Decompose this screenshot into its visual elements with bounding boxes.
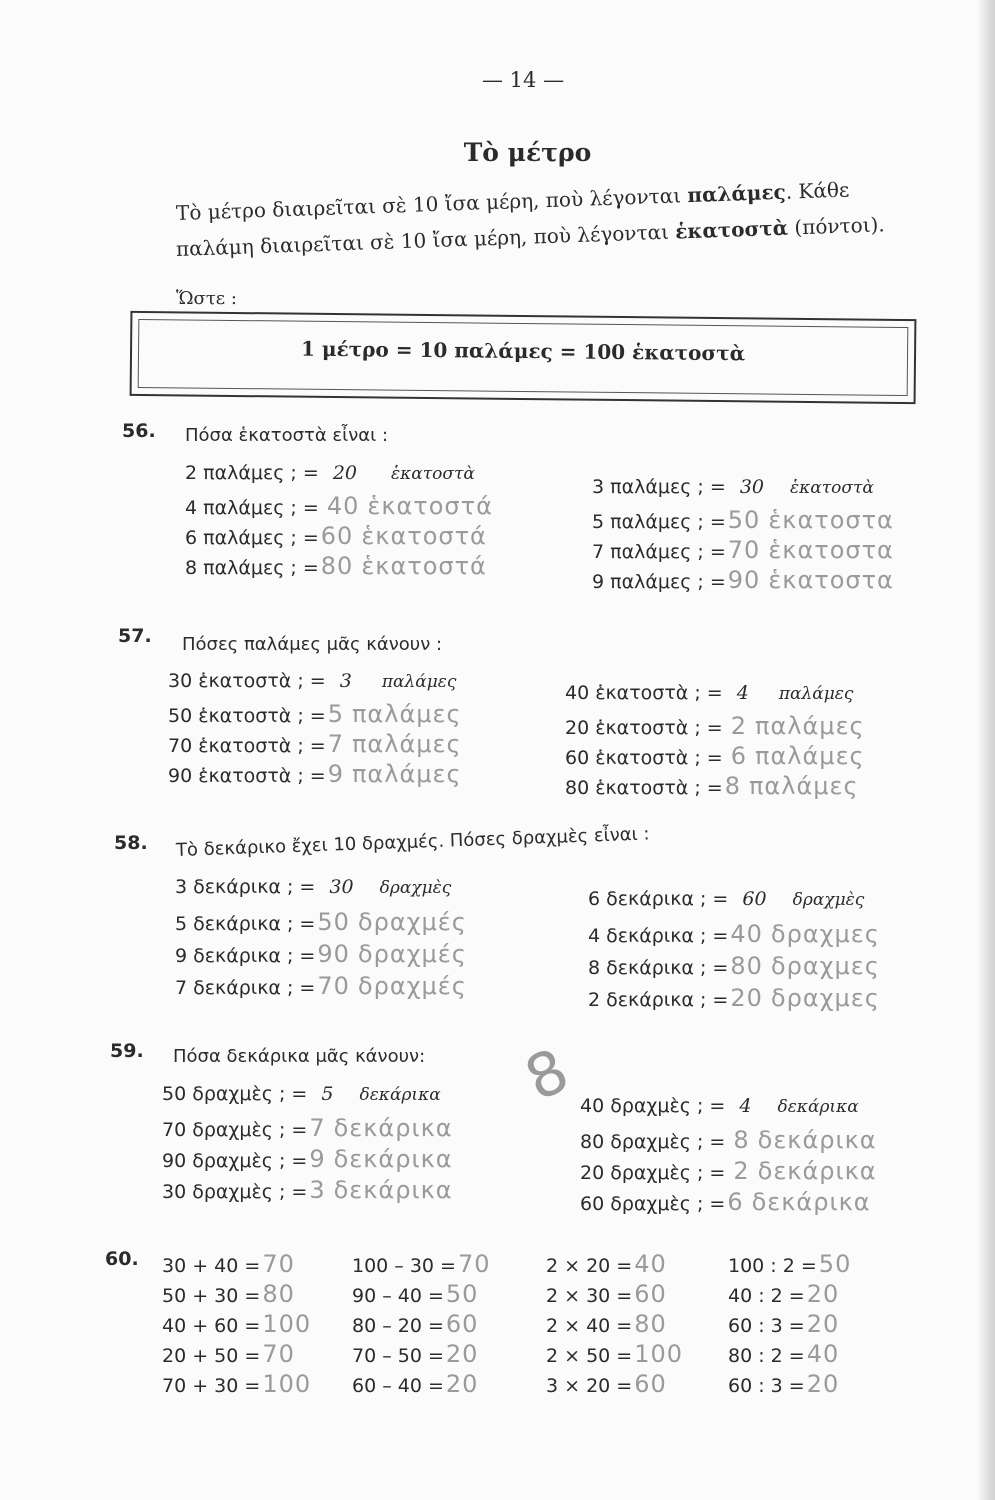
arithmetic-row	[162, 1310, 311, 1338]
handwritten-answer: 8	[724, 772, 741, 800]
exercise-prompt: 30 δραχμὲς ; =	[162, 1181, 308, 1203]
handwritten-answer: 50	[818, 1250, 852, 1278]
intro-text: παλάμη διαιρεῖται σὲ 10 ἴσα μέρη, ποὺ λέγονται	[175, 219, 676, 261]
exercise-row	[588, 984, 880, 1012]
page-edge-shadow	[977, 0, 995, 1500]
exercise-row	[592, 536, 894, 564]
exercise-prompt: 30 ἑκατοστὰ ; =	[168, 670, 332, 692]
handwritten-answer: 80	[730, 952, 763, 980]
exercise-number: 56.	[122, 420, 156, 442]
handwritten-unit: δεκάρικα	[757, 1157, 877, 1185]
arithmetic-prompt: 60 : 3 =	[728, 1315, 805, 1337]
exercise-row	[592, 476, 874, 498]
handwritten-answer: 80	[320, 552, 354, 580]
handwritten-answer: 90	[317, 940, 350, 968]
handwritten-answer: 40	[634, 1250, 667, 1278]
intro-line-3: Ὥστε :	[176, 288, 237, 309]
handwritten-answer: 80	[634, 1310, 667, 1338]
exercise-prompt: 2 δεκάρικα ; =	[588, 989, 729, 1011]
exercise-prompt: 8 δεκάρικα ; =	[588, 957, 729, 979]
example-unit: ἑκατοστὰ	[391, 464, 475, 484]
handwritten-unit: δραχμες	[770, 984, 880, 1012]
exercise-prompt: 20 ἑκατοστὰ ; =	[565, 717, 729, 739]
example-unit: δραχμὲς	[379, 878, 452, 898]
handwritten-answer: 2	[730, 712, 747, 740]
exercise-number: 58.	[114, 832, 148, 854]
handwritten-unit: δραχμές	[357, 972, 467, 1000]
handwritten-unit: ἑκατοστα	[768, 566, 894, 594]
example-answer: 20	[332, 462, 357, 484]
handwritten-answer: 60	[634, 1370, 667, 1398]
example-unit: δραχμὲς	[792, 890, 865, 910]
handwritten-unit: παλάμες	[351, 760, 462, 788]
handwritten-answer: 70	[317, 972, 350, 1000]
exercise-prompt: 3 παλάμες ; =	[592, 476, 732, 498]
handwritten-unit: δεκάρικα	[757, 1126, 877, 1154]
exercise-row	[588, 920, 880, 948]
exercise-prompt: 80 ἑκατοστὰ ; =	[565, 777, 723, 799]
arithmetic-row	[162, 1250, 295, 1278]
handwritten-unit: ἑκατοστά	[361, 552, 487, 580]
arithmetic-row	[352, 1280, 478, 1308]
exercise-prompt: 90 δραχμὲς ; =	[162, 1150, 308, 1172]
arithmetic-row	[546, 1250, 667, 1278]
exercise-row	[565, 682, 853, 704]
handwritten-unit: δεκάρικα	[333, 1114, 453, 1142]
handwritten-answer: 20	[806, 1370, 840, 1398]
handwritten-answer: 100	[262, 1370, 312, 1398]
exercise-row	[175, 972, 467, 1000]
example-unit: παλάμες	[778, 684, 854, 704]
exercise-question: Τὸ δεκάρικο ἔχει 10 δραχμές. Πόσες δραχμὲς εἶναι :	[175, 823, 650, 861]
handwritten-unit: ἑκατοστα	[768, 506, 894, 534]
definition-text: 1 μέτρο = 10 παλάμες = 100 ἑκατοστὰ	[300, 336, 746, 366]
arithmetic-row	[162, 1280, 295, 1308]
example-answer: 30	[739, 476, 764, 498]
exercise-prompt: 50 ἑκατοστὰ ; =	[168, 705, 326, 727]
handwritten-answer: 7	[327, 730, 344, 758]
exercise-prompt: 60 δραχμὲς ; =	[580, 1193, 726, 1215]
exercise-row	[185, 522, 487, 550]
handwritten-answer: 70	[262, 1250, 295, 1278]
handwritten-answer: 100	[262, 1310, 312, 1338]
arithmetic-prompt: 80 – 20 =	[352, 1315, 444, 1337]
exercise-prompt: 50 δραχμὲς ; =	[162, 1083, 314, 1105]
handwritten-answer: 80	[262, 1280, 295, 1308]
handwritten-unit: δεκάρικα	[333, 1176, 453, 1204]
exercise-row	[580, 1126, 877, 1154]
arithmetic-prompt: 40 + 60 =	[162, 1315, 261, 1337]
exercise-prompt: 90 ἑκατοστὰ ; =	[168, 765, 326, 787]
handwritten-answer: 8	[733, 1126, 750, 1154]
arithmetic-row	[546, 1310, 667, 1338]
handwritten-unit: παλάμες	[755, 712, 865, 740]
exercise-row	[588, 888, 864, 910]
arithmetic-row	[162, 1340, 295, 1368]
exercise-row	[175, 940, 467, 968]
example-answer: 60	[742, 888, 767, 910]
page-number: — 14 —	[482, 68, 565, 92]
arithmetic-prompt: 2 × 50 =	[546, 1345, 633, 1367]
arithmetic-row	[728, 1310, 839, 1338]
exercise-prompt: 7 δεκάρικα ; =	[175, 977, 316, 999]
exercise-prompt: 70 δραχμὲς ; =	[162, 1119, 308, 1141]
handwritten-answer: 9	[327, 760, 344, 788]
exercise-prompt: 5 παλάμες ; =	[592, 511, 726, 533]
handwritten-answer: 70	[727, 536, 761, 564]
exercise-row	[185, 462, 475, 484]
example-answer: 30	[329, 876, 354, 898]
exercise-row	[565, 742, 865, 770]
exercise-prompt: 8 παλάμες ; =	[185, 557, 319, 579]
exercise-row	[168, 700, 462, 728]
arithmetic-prompt: 2 × 20 =	[546, 1255, 633, 1277]
handwritten-answer: 70	[457, 1250, 491, 1278]
example-unit: παλάμες	[381, 672, 457, 692]
intro-term-ekatosta: ἑκατοστὰ	[674, 215, 789, 244]
exercise-row	[162, 1083, 441, 1105]
exercise-row	[592, 566, 894, 594]
handwritten-answer: 2	[733, 1157, 750, 1185]
intro-text: . Κάθε	[785, 177, 850, 204]
arithmetic-row	[162, 1370, 311, 1398]
exercise-row	[175, 876, 451, 898]
handwritten-answer: 5	[327, 700, 344, 728]
handwritten-answer: 50	[445, 1280, 479, 1308]
arithmetic-row	[546, 1340, 683, 1368]
handwritten-unit: δραχμες	[770, 920, 880, 948]
exercise-row	[588, 952, 880, 980]
arithmetic-prompt: 70 + 30 =	[162, 1375, 261, 1397]
handwritten-unit: ἑκατοστα	[768, 536, 894, 564]
arithmetic-row	[728, 1280, 839, 1308]
handwritten-answer: 40	[326, 492, 360, 520]
handwritten-unit: δραχμές	[357, 908, 467, 936]
exercise-row	[162, 1114, 453, 1142]
arithmetic-row	[352, 1250, 491, 1278]
exercise-row	[185, 492, 493, 520]
handwritten-answer: 40	[730, 920, 763, 948]
handwritten-answer: 3	[309, 1176, 326, 1204]
exercise-row	[185, 552, 487, 580]
handwritten-answer: 20	[806, 1280, 840, 1308]
handwritten-unit: δραχμές	[357, 940, 467, 968]
handwritten-unit: παλάμες	[351, 730, 462, 758]
handwritten-answer: 20	[806, 1310, 840, 1338]
example-answer: 4	[739, 1095, 752, 1117]
exercise-row	[168, 670, 456, 692]
exercise-prompt: 9 παλάμες ; =	[592, 571, 726, 593]
arithmetic-prompt: 30 + 40 =	[162, 1255, 261, 1277]
exercise-row	[168, 730, 462, 758]
arithmetic-row	[546, 1280, 667, 1308]
handwritten-answer: 7	[309, 1114, 326, 1142]
handwritten-answer: 90	[727, 566, 761, 594]
exercise-prompt: 6 παλάμες ; =	[185, 527, 319, 549]
handwritten-answer: 6	[730, 742, 747, 770]
arithmetic-row	[352, 1370, 478, 1398]
exercise-prompt: 60 ἑκατοστὰ ; =	[565, 747, 729, 769]
handwritten-unit: δεκάρικα	[751, 1188, 871, 1216]
arithmetic-prompt: 3 × 20 =	[546, 1375, 633, 1397]
exercise-row	[580, 1188, 871, 1216]
handwritten-answer: 20	[445, 1370, 479, 1398]
handwritten-answer: 50	[727, 506, 761, 534]
exercise-prompt: 40 ἑκατοστὰ ; =	[565, 682, 729, 704]
arithmetic-prompt: 60 : 3 =	[728, 1375, 805, 1397]
arithmetic-prompt: 20 + 50 =	[162, 1345, 261, 1367]
exercise-prompt: 4 δεκάρικα ; =	[588, 925, 729, 947]
arithmetic-row	[728, 1250, 851, 1278]
handwritten-unit: ἑκατοστά	[361, 522, 487, 550]
handwritten-unit: παλάμες	[351, 700, 462, 728]
arithmetic-prompt: 100 – 30 =	[352, 1255, 456, 1277]
example-answer: 4	[736, 682, 749, 704]
example-unit: ἑκατοστὰ	[790, 478, 874, 498]
handwritten-answer: 20	[445, 1340, 479, 1368]
exercise-prompt: 70 ἑκατοστὰ ; =	[168, 735, 326, 757]
handwritten-unit: ἑκατοστά	[367, 492, 493, 520]
arithmetic-prompt: 2 × 40 =	[546, 1315, 633, 1337]
handwritten-answer: 40	[806, 1340, 840, 1368]
exercise-row	[565, 712, 865, 740]
margin-scribble: 8	[515, 1034, 581, 1116]
exercise-row	[168, 760, 462, 788]
exercise-prompt: 7 παλάμες ; =	[592, 541, 726, 563]
handwritten-answer: 20	[730, 984, 763, 1012]
handwritten-answer: 60	[634, 1280, 667, 1308]
arithmetic-row	[546, 1370, 667, 1398]
exercise-prompt: 40 δραχμὲς ; =	[580, 1095, 732, 1117]
example-answer: 3	[339, 670, 352, 692]
exercise-row	[580, 1157, 877, 1185]
handwritten-answer: 60	[320, 522, 354, 550]
definition-box	[130, 311, 917, 404]
page-title: Τὸ μέτρο	[463, 138, 592, 167]
exercise-prompt: 20 δραχμὲς ; =	[580, 1162, 732, 1184]
arithmetic-prompt: 70 – 50 =	[352, 1345, 444, 1367]
handwritten-answer: 100	[634, 1340, 684, 1368]
exercise-row	[592, 506, 894, 534]
exercise-prompt: 6 δεκάρικα ; =	[588, 888, 735, 910]
arithmetic-row	[728, 1340, 839, 1368]
exercise-question: Πόσα ἑκατοστὰ εἶναι :	[185, 425, 389, 446]
intro-text: (πόντοι).	[787, 212, 886, 240]
exercise-row	[175, 908, 467, 936]
handwritten-unit: δεκάρικα	[333, 1145, 453, 1173]
exercise-prompt: 80 δραχμὲς ; =	[580, 1131, 732, 1153]
intro-term-palames: παλάμες	[686, 179, 787, 208]
exercise-prompt: 2 παλάμες ; =	[185, 462, 325, 484]
arithmetic-prompt: 2 × 30 =	[546, 1285, 633, 1307]
exercise-number: 57.	[118, 625, 152, 647]
arithmetic-prompt: 50 + 30 =	[162, 1285, 261, 1307]
arithmetic-prompt: 60 – 40 =	[352, 1375, 444, 1397]
handwritten-unit: δραχμες	[770, 952, 880, 980]
exercise-prompt: 5 δεκάρικα ; =	[175, 913, 316, 935]
handwritten-answer: 60	[445, 1310, 479, 1338]
handwritten-unit: παλάμες	[748, 772, 859, 800]
intro-text: Τὸ μέτρο διαιρεῖται σὲ 10 ἴσα μέρη, ποὺ λέγονται	[175, 183, 688, 225]
handwritten-answer: 70	[262, 1340, 295, 1368]
example-answer: 5	[321, 1083, 334, 1105]
arithmetic-row	[728, 1370, 839, 1398]
example-unit: δεκάρικα	[359, 1085, 441, 1105]
arithmetic-prompt: 40 : 2 =	[728, 1285, 805, 1307]
exercise-number: 60.	[105, 1248, 139, 1270]
arithmetic-row	[352, 1340, 478, 1368]
exercise-number: 59.	[110, 1040, 144, 1062]
example-unit: δεκάρικα	[777, 1097, 859, 1117]
arithmetic-row	[352, 1310, 478, 1338]
exercise-prompt: 4 παλάμες ; =	[185, 497, 325, 519]
handwritten-answer: 50	[317, 908, 350, 936]
exercise-prompt: 9 δεκάρικα ; =	[175, 945, 316, 967]
handwritten-answer: 9	[309, 1145, 326, 1173]
arithmetic-prompt: 100 : 2 =	[728, 1255, 817, 1277]
exercise-row	[162, 1176, 453, 1204]
exercise-question: Πόσα δεκάρικα μᾶς κάνουν:	[173, 1046, 426, 1067]
arithmetic-prompt: 80 : 2 =	[728, 1345, 805, 1367]
exercise-row	[565, 772, 859, 800]
exercise-prompt: 3 δεκάρικα ; =	[175, 876, 322, 898]
handwritten-answer: 6	[727, 1188, 744, 1216]
exercise-question: Πόσες παλάμες μᾶς κάνουν :	[182, 634, 443, 655]
exercise-row	[162, 1145, 453, 1173]
handwritten-unit: παλάμες	[755, 742, 865, 770]
exercise-row	[580, 1095, 859, 1117]
arithmetic-prompt: 90 – 40 =	[352, 1285, 444, 1307]
